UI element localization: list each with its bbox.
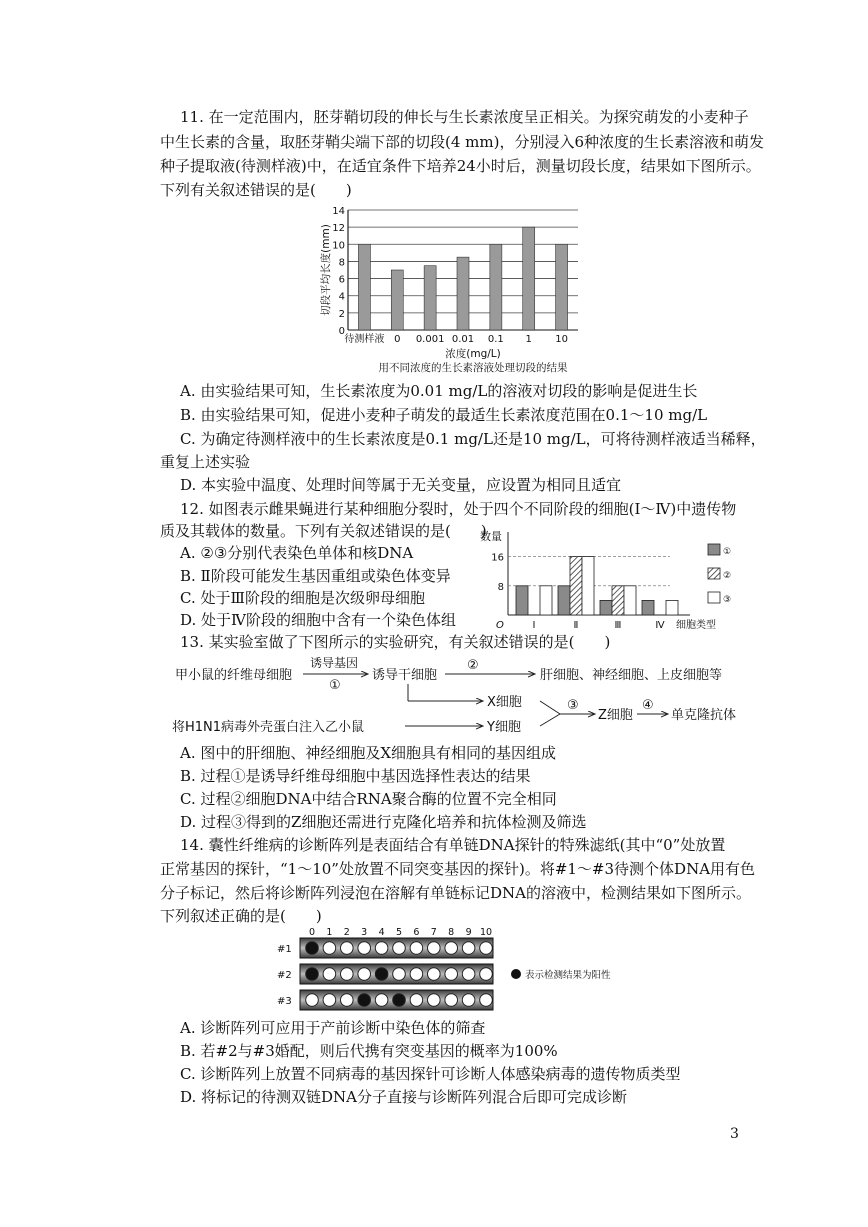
spot-2-2 bbox=[341, 994, 354, 1007]
spot-0-3 bbox=[358, 942, 371, 955]
q13-option-c: C. 过程②细胞DNA中结合RNA聚合酶的位置不完全相同 bbox=[180, 790, 557, 808]
spot-1-1 bbox=[323, 968, 336, 981]
column-label-6: 6 bbox=[413, 927, 420, 938]
spot-0-4 bbox=[375, 942, 388, 955]
step1-top-label: 诱导基因 bbox=[310, 656, 359, 670]
legend-swatch-0 bbox=[708, 544, 720, 555]
row-label-1: #2 bbox=[277, 970, 292, 981]
y-tick-0: 0 bbox=[338, 326, 345, 337]
column-label-1: 1 bbox=[326, 927, 333, 938]
spot-1-9 bbox=[462, 968, 475, 981]
q11-option-a: A. 由实验结果可知，生长素浓度为0.01 mg/L的溶液对切段的影响是促进生长 bbox=[180, 382, 698, 400]
spot-0-9 bbox=[462, 942, 475, 955]
x-axis-label: 细胞类型 bbox=[676, 620, 716, 631]
step1-bottom-label: ① bbox=[329, 678, 341, 693]
q11-option-c: C. 为确定待测样液中的生长素浓度是0.1 mg/L还是10 mg/L，可将待测样液适当稀释， bbox=[180, 430, 766, 448]
x-tick-0: 待测样液 bbox=[344, 334, 385, 345]
spot-2-9 bbox=[462, 994, 475, 1007]
legend-label-2: ③ bbox=[723, 595, 732, 605]
bar-2-0 bbox=[600, 600, 612, 615]
q14-option-c: C. 诊断阵列上放置不同病毒的基因探针可诊断人体感染病毒的遗传物质类型 bbox=[180, 1065, 681, 1083]
y-axis-label: 切段平均长度(mm) bbox=[320, 224, 332, 316]
q12-option-c: C. 处于Ⅲ阶段的细胞是次级卵母细胞 bbox=[180, 589, 425, 607]
spot-0-5 bbox=[393, 942, 406, 955]
y-tick-8: 8 bbox=[338, 257, 345, 269]
x-tick-3: Ⅳ bbox=[655, 620, 665, 631]
z-cell: Z细胞 bbox=[598, 708, 633, 723]
legend-dot bbox=[511, 969, 521, 979]
bar-0-2 bbox=[540, 586, 552, 615]
x-tick-5: 1 bbox=[525, 334, 532, 345]
x-tick-1: 0 bbox=[394, 334, 401, 345]
spot-2-10 bbox=[480, 994, 493, 1007]
legend-swatch-2 bbox=[708, 592, 720, 603]
spot-2-7 bbox=[428, 994, 441, 1007]
x-tick-2: Ⅲ bbox=[614, 620, 622, 631]
spot-0-10 bbox=[480, 942, 493, 955]
bar-1-0 bbox=[558, 586, 570, 615]
source-cell: 甲小鼠的纤维母细胞 bbox=[175, 668, 293, 683]
q13-line-1: 13. 某实验室做了下图所示的实验研究，有关叙述错误的是( ) bbox=[180, 633, 611, 651]
spot-0-8 bbox=[445, 942, 458, 955]
differentiated-cells: 肝细胞、神经细胞、上皮细胞等 bbox=[540, 668, 723, 683]
spot-1-4 bbox=[375, 968, 388, 981]
bar-3-2 bbox=[666, 600, 678, 615]
bar-6 bbox=[556, 244, 568, 330]
y-tick-14: 14 bbox=[332, 206, 345, 217]
q12-option-b: B. Ⅱ阶段可能发生基因重组或染色体变异 bbox=[180, 567, 451, 585]
x-cell: X细胞 bbox=[487, 695, 522, 710]
column-label-10: 10 bbox=[479, 927, 493, 938]
x-tick-4: 0.1 bbox=[487, 334, 504, 345]
x-tick-6: 10 bbox=[555, 334, 568, 345]
spot-2-1 bbox=[323, 994, 336, 1007]
step3-label: ③ bbox=[567, 698, 579, 713]
q11-option-c-cont: 重复上述实验 bbox=[160, 453, 251, 471]
column-label-3: 3 bbox=[361, 927, 368, 938]
antibody: 单克隆抗体 bbox=[671, 708, 737, 723]
page-number: 3 bbox=[730, 1126, 739, 1142]
row-label-2: #3 bbox=[277, 996, 292, 1007]
q14-diagnostic-array bbox=[270, 924, 650, 1016]
legend-label-1: ② bbox=[723, 571, 732, 581]
spot-2-6 bbox=[410, 994, 423, 1007]
fusion-line-bottom bbox=[540, 714, 560, 726]
column-label-7: 7 bbox=[430, 927, 437, 938]
fusion-line-top bbox=[540, 701, 560, 714]
q13-flow-diagram bbox=[160, 652, 760, 737]
spot-0-7 bbox=[428, 942, 441, 955]
x-tick-3: 0.01 bbox=[451, 334, 475, 345]
spot-1-5 bbox=[393, 968, 406, 981]
x-tick-1: Ⅱ bbox=[573, 620, 579, 631]
q14-line-1: 14. 囊性纤维病的诊断阵列是表面结合有单链DNA探针的特殊滤纸(其中“0”处放置 bbox=[180, 836, 726, 854]
q12-option-a: A. ②③分别代表染色单体和核DNA bbox=[180, 544, 414, 562]
y-axis-label: 数量 bbox=[480, 530, 502, 543]
step2-label: ② bbox=[467, 658, 479, 673]
spot-2-8 bbox=[445, 994, 458, 1007]
bar-0-0 bbox=[516, 586, 528, 615]
column-label-5: 5 bbox=[395, 927, 403, 938]
spot-0-1 bbox=[323, 942, 336, 955]
q14-line-3: 分子标记，然后将诊断阵列浸泡在溶解有单链标记DNA的溶液中，检测结果如下图所示。 bbox=[160, 884, 751, 902]
column-label-2: 2 bbox=[343, 927, 350, 938]
row-label-0: #1 bbox=[277, 944, 292, 955]
q12-line-1: 12. 如图表示雌果蝇进行某种细胞分裂时，处于四个不同阶段的细胞(Ⅰ～Ⅳ)中遗传物 bbox=[180, 500, 737, 518]
bar-1-2 bbox=[582, 557, 594, 615]
q13-option-b: B. 过程①是诱导纤维母细胞中基因选择性表达的结果 bbox=[180, 767, 531, 785]
bar-1-1 bbox=[570, 557, 582, 615]
q11-line-1: 11. 在一定范围内，胚芽鞘切段的伸长与生长素浓度呈正相关。为探究萌发的小麦种子 bbox=[180, 108, 749, 126]
y-tick-12: 12 bbox=[332, 223, 345, 235]
q13-option-a: A. 图中的肝细胞、神经细胞及X细胞具有相同的基因组成 bbox=[180, 744, 557, 762]
q14-option-b: B. 若#2与#3婚配，则后代携有突变基因的概率为100% bbox=[180, 1042, 558, 1060]
spot-2-0 bbox=[306, 994, 319, 1007]
legend-text: 表示检测结果为阳性 bbox=[525, 970, 611, 981]
spot-1-10 bbox=[480, 968, 493, 981]
column-label-4: 4 bbox=[378, 927, 385, 938]
y-tick-10: 10 bbox=[332, 240, 345, 252]
q11-line-4: 下列有关叙述错误的是( ) bbox=[160, 181, 352, 199]
x-tick-2: 0.001 bbox=[415, 334, 445, 345]
q11-bar-chart bbox=[300, 198, 600, 376]
q14-line-2: 正常基因的探针，“1～10”处放置不同突变基因的探针)。将#1～#3待测个体DNA用有色 bbox=[160, 860, 756, 878]
q12-bar-chart bbox=[470, 528, 760, 634]
x-axis-label: 浓度(mg/L) bbox=[445, 348, 501, 360]
q11-option-d: D. 本实验中温度、处理时间等属于无关变量，应设置为相同且适宜 bbox=[180, 476, 622, 494]
spot-2-4 bbox=[375, 994, 388, 1007]
y-cell: Y细胞 bbox=[487, 720, 521, 735]
bar-2-1 bbox=[612, 586, 624, 615]
spot-0-6 bbox=[410, 942, 423, 955]
q14-option-d: D. 将标记的待测双链DNA分子直接与诊断阵列混合后即可完成诊断 bbox=[180, 1088, 628, 1106]
q11-line-2: 中生长素的含量，取胚芽鞘尖端下部的切段(4 mm)，分别浸入6种浓度的生长素溶液和萌发 bbox=[160, 133, 765, 151]
x-tick-0: Ⅰ bbox=[532, 620, 536, 631]
y-tick-8: 8 bbox=[497, 581, 504, 593]
column-label-9: 9 bbox=[465, 927, 472, 938]
q12-line-2: 质及其载体的数量。下列有关叙述错误的是( ) bbox=[160, 522, 487, 540]
spot-1-0 bbox=[306, 968, 319, 981]
q14-line-4: 下列叙述正确的是( ) bbox=[160, 907, 322, 925]
spot-1-8 bbox=[445, 968, 458, 981]
y-tick-2: 2 bbox=[338, 308, 345, 320]
q13-option-d: D. 过程③得到的Z细胞还需进行克隆化培养和抗体检测及筛选 bbox=[180, 813, 587, 831]
q11-option-b: B. 由实验结果可知，促进小麦种子萌发的最适生长素浓度范围在0.1～10 mg/L bbox=[180, 406, 708, 424]
bar-5 bbox=[523, 227, 535, 330]
bar-1 bbox=[391, 270, 403, 330]
injection-text: 将H1N1病毒外壳蛋白注入乙小鼠 bbox=[172, 720, 365, 735]
origin-label: O bbox=[496, 620, 504, 631]
y-tick-4: 4 bbox=[338, 291, 345, 303]
bar-2-2 bbox=[624, 586, 636, 615]
column-label-0: 0 bbox=[308, 927, 316, 938]
spot-1-3 bbox=[358, 968, 371, 981]
spot-2-5 bbox=[393, 994, 406, 1007]
chart-caption: 用不同浓度的生长素溶液处理切段的结果 bbox=[378, 362, 568, 374]
bar-3 bbox=[457, 257, 469, 330]
legend-swatch-1 bbox=[708, 568, 720, 579]
bar-2 bbox=[424, 266, 436, 330]
spot-2-3 bbox=[358, 994, 371, 1007]
q12-option-d: D. 处于Ⅳ阶段的细胞中含有一个染色体组 bbox=[180, 611, 457, 629]
spot-1-7 bbox=[428, 968, 441, 981]
bar-3-0 bbox=[642, 600, 654, 615]
spot-0-0 bbox=[306, 942, 319, 955]
spot-0-2 bbox=[341, 942, 354, 955]
q11-line-3: 种子提取液(待测样液)中，在适宜条件下培养24小时后，测量切段长度，结果如下图所示。 bbox=[160, 157, 761, 175]
stem-cell: 诱导干细胞 bbox=[372, 668, 438, 683]
step4-label: ④ bbox=[642, 698, 654, 713]
bar-4 bbox=[490, 244, 502, 330]
q14-option-a: A. 诊断阵列可应用于产前诊断中染色体的筛查 bbox=[180, 1019, 486, 1037]
bar-0 bbox=[358, 244, 370, 330]
spot-1-2 bbox=[341, 968, 354, 981]
y-tick-6: 6 bbox=[338, 274, 345, 286]
legend-label-0: ① bbox=[723, 547, 732, 557]
column-label-8: 8 bbox=[448, 927, 455, 938]
y-tick-16: 16 bbox=[491, 552, 504, 564]
spot-1-6 bbox=[410, 968, 423, 981]
